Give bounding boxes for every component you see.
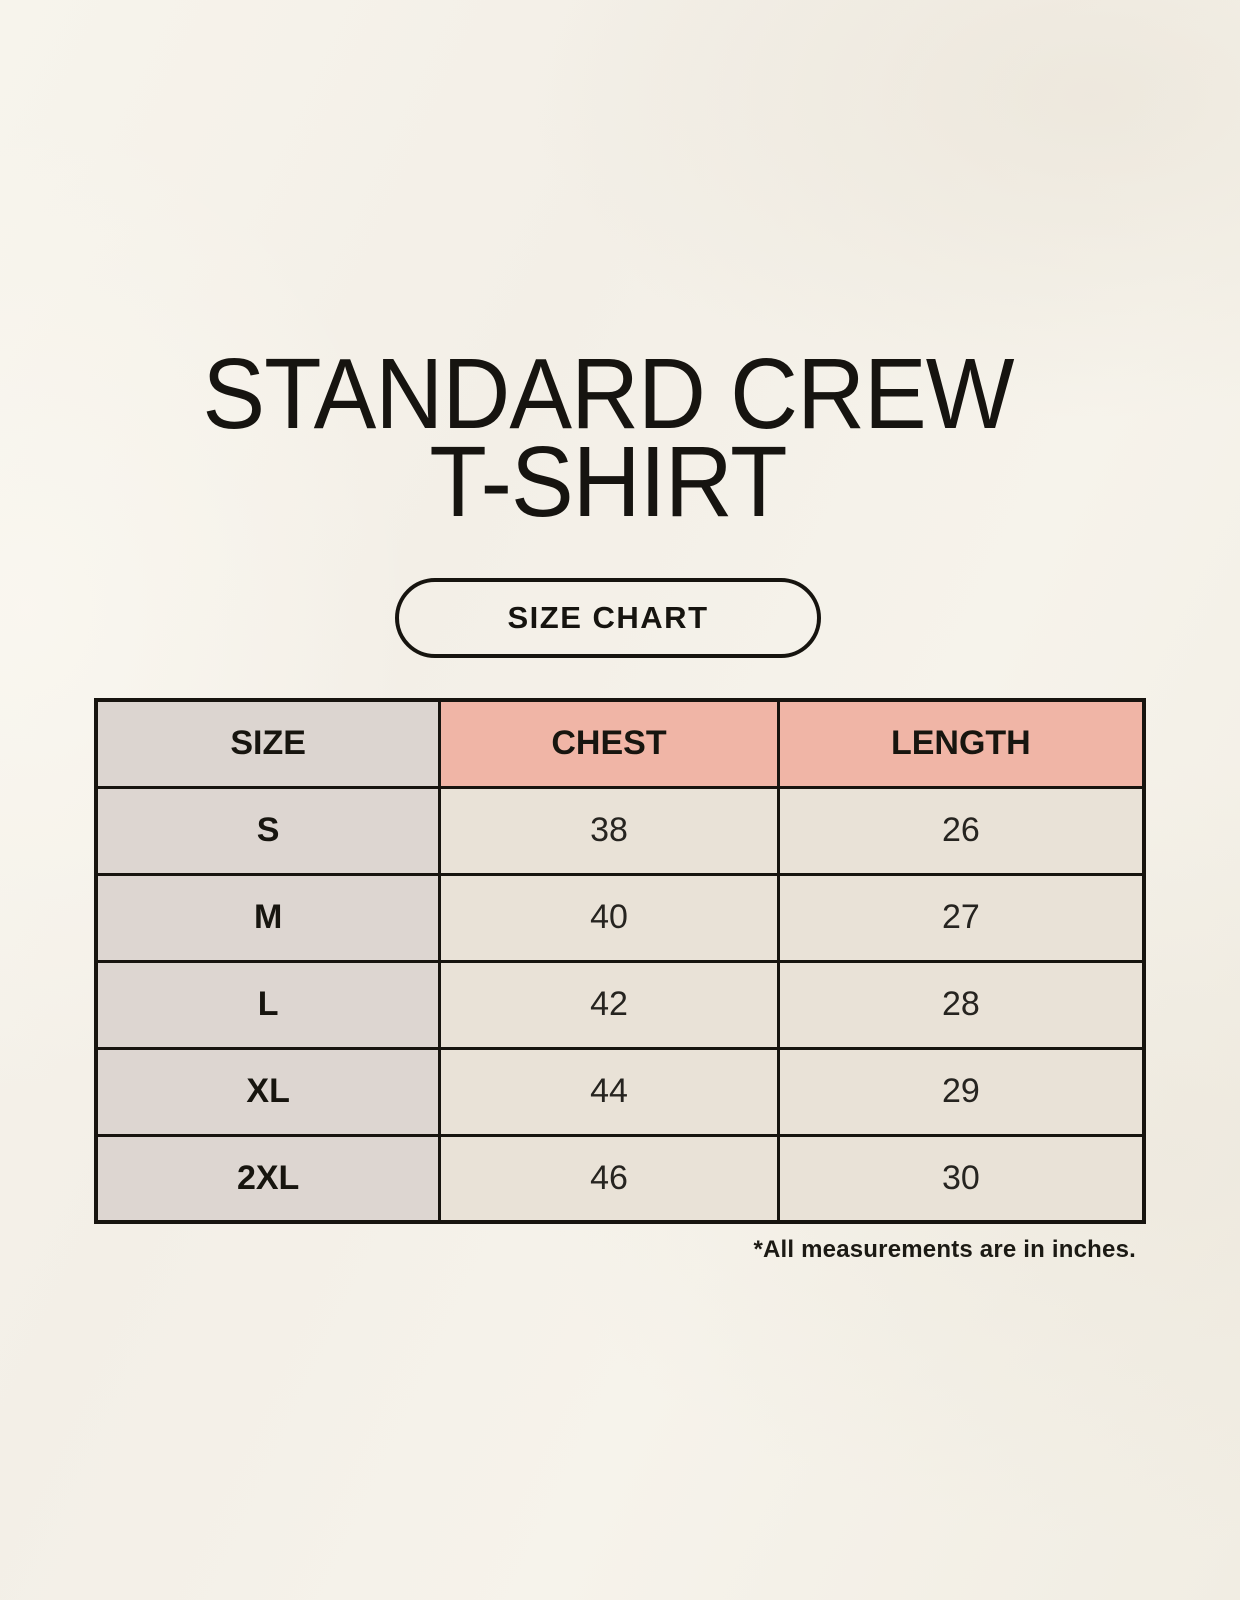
size-cell: XL [96, 1048, 440, 1135]
table-row [96, 874, 1144, 961]
length-cell: 26 [778, 787, 1144, 874]
length-cell: 28 [778, 961, 1144, 1048]
size-chart-table [94, 698, 1146, 1224]
chest-cell: 40 [440, 874, 779, 961]
size-cell: S [96, 787, 440, 874]
chest-cell: 44 [440, 1048, 779, 1135]
table-row [96, 961, 1144, 1048]
size-cell: L [96, 961, 440, 1048]
size-chart-button[interactable] [395, 578, 821, 658]
title-line-2: T-SHIRT [429, 426, 787, 538]
table-row [96, 787, 1144, 874]
length-cell: 30 [778, 1135, 1144, 1222]
size-chart-button-label: SIZE CHART [507, 600, 709, 635]
length-cell: 27 [778, 874, 1144, 961]
chest-cell: 46 [440, 1135, 779, 1222]
chest-cell: 42 [440, 961, 779, 1048]
column-header-chest: CHEST [440, 700, 779, 787]
size-chart-table-container [94, 698, 1146, 1224]
chest-cell: 38 [440, 787, 779, 874]
column-header-length: LENGTH [778, 700, 1144, 787]
header-section [0, 0, 1228, 658]
measurements-note: *All measurements are in inches. [753, 1236, 1136, 1263]
title-line-1: STANDARD CREW [202, 338, 1014, 450]
size-cell: 2XL [96, 1135, 440, 1222]
page-title [25, 338, 1191, 538]
length-cell: 29 [778, 1048, 1144, 1135]
size-cell: M [96, 874, 440, 961]
table-row [96, 1135, 1144, 1222]
column-header-size: SIZE [96, 700, 440, 787]
table-row [96, 1048, 1144, 1135]
header-row [96, 700, 1144, 787]
